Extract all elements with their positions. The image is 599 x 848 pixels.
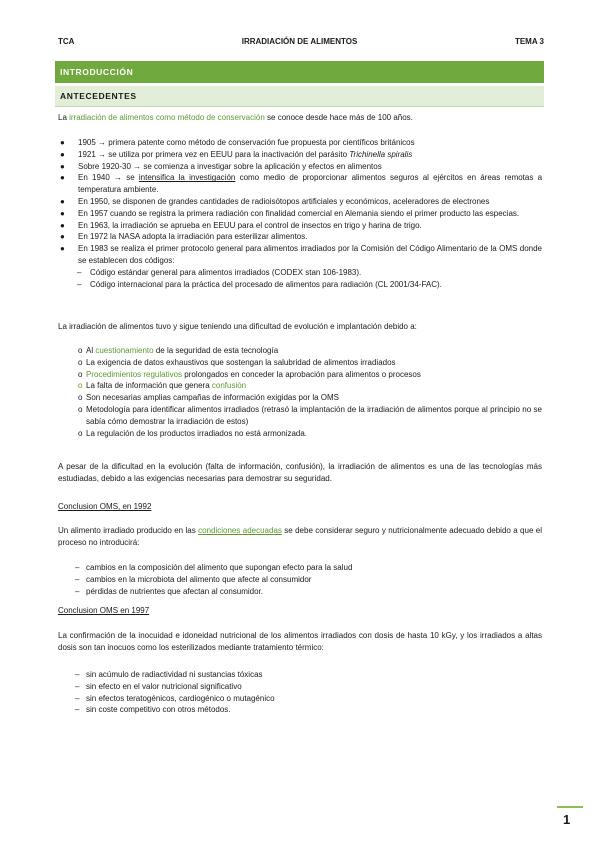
oms-1992-paragraph: Un alimento irradiado producido en las condiciones adecuadas se debe considerar seguro y nutricionalmente adecuado debido a que el proceso no introducirá:: [58, 526, 542, 547]
intro-highlight: irradiación de alimentos como método de conservación: [69, 113, 265, 122]
list-item: – sin efectos teratogénicos, cardiogénico o mutagénico: [75, 693, 275, 703]
list-item: o Al cuestionamiento de la seguridad de esta tecnología: [78, 346, 279, 355]
list-item: ● 1921 → se utiliza por primera vez en EEUU para la inactivación del parásito Trichinella spiralis: [60, 149, 413, 159]
oms-1997-paragraph: La confirmación de la inocuidad e idoneidad nutricional de los alimentos irradiados con dosis de hasta 10 kGy, y los irradiados a altas dosis son tan inocuos como los esterilizados mediante tratamiento térmico:: [58, 631, 542, 652]
list-item: ● En 1940 → se intensifica la investigación como medio de proporcionar alimentos seguros al ejércitos en áreas remotas a temperatura ambiente.: [60, 173, 543, 195]
list-item: ● En 1950, se disponen de grandes cantidades de radioisótopos artificiales y económicos, aceleradores de electrones: [60, 196, 490, 206]
list-item: o Metodología para identificar alimentos irradiados (retrasó la implantación de la irradiación de alimentos porque al principio no se sabía cómo demostrar la irradiación de estos): [78, 404, 542, 426]
list-item: – cambios en la composición del alimento que supongan efecto para la salud: [75, 563, 353, 572]
list-item: ● En 1963, la irradiación se aprueba en EEUU para el control de insectos en trigo y harina de trigo.: [60, 220, 422, 230]
list-item: – sin coste competitivo con otros métodos.: [75, 705, 231, 715]
page-header: [55, 37, 544, 51]
list-item: ● En 1957 cuando se registra la primera radiación con finalidad comercial en Alemania siendo el primer producto las especias.: [60, 208, 520, 218]
list-item: – sin efecto en el valor nutricional significativo: [75, 681, 242, 691]
list-item: o La exigencia de datos exhaustivos que sostengan la salubridad de alimentos irradiados: [78, 357, 396, 367]
list-item: – pérdidas de nutrientes que afectan al consumidor.: [75, 586, 264, 596]
list-item: o Procedimientos regulativos prolongados en conceder la aprobación para alimentos o procesos: [78, 369, 421, 379]
list-item: o La regulación de los productos irradiados no está armonizada.: [78, 428, 308, 438]
section-title: INTRODUCCIÓN: [60, 67, 134, 77]
difficulty-list: [58, 345, 542, 439]
intro-paragraph: La irradiación de alimentos como método de conservación se conoce desde hace más de 100 años.: [58, 113, 413, 122]
list-item: o La falta de información que genera confusión: [78, 381, 247, 391]
summary-paragraph: A pesar de la dificultad en la evolución (falta de información, confusión), la irradiación de alimentos es una de las tecnologías más estudiadas, debido a las exigencias necesarias para demostrar su seguridad.: [58, 462, 542, 483]
oms-1992-list: [58, 562, 542, 597]
list-item: – Código estándar general para alimentos irradiados (CODEX stan 106-1983).: [77, 267, 362, 277]
list-item: – Código internacional para la práctica del procesado de alimentos para radiación (CL 2001/34-FAC).: [77, 279, 442, 289]
footer-divider: [557, 806, 583, 808]
list-item: – cambios en la microbiota del alimento que afecte al consumidor: [75, 574, 312, 584]
header-topic: TEMA 3: [514, 37, 544, 46]
difficulty-intro: La irradiación de alimentos tuvo y sigue teniendo una dificultad de evolución e implantación debido a:: [58, 322, 417, 331]
timeline-list: [58, 137, 542, 290]
oms-1997-list: [58, 669, 542, 716]
oms-1997-heading: Conclusion OMS en 1997: [58, 606, 150, 615]
list-item: ● 1905 → primera patente como método de conservación fue propuesta por científicos británicos: [60, 138, 415, 147]
oms-1992-heading: Conclusion OMS, en 1992: [58, 502, 152, 511]
list-item: ● En 1983 se realiza el primer protocolo general para alimentos irradiados por la Comisión del Código Alimentario de la OMS donde se establecen dos códigos:: [60, 244, 542, 265]
list-item: – sin acúmulo de radiactividad ni sustancias tóxicas: [75, 670, 263, 679]
header-document-title: IRRADIACIÓN DE ALIMENTOS: [241, 37, 358, 46]
list-item: ● Sobre 1920-30 → se comienza a investigar sobre la aplicación y efectos en alimentos: [60, 161, 382, 171]
subsection-heading-bar: [55, 86, 544, 107]
page-number: 1: [563, 812, 571, 827]
list-item: o Son necesarias amplias campañas de información exigidas por la OMS: [78, 393, 340, 403]
list-item: ● En 1972 la NASA adopta la irradiación para esterilizar alimentos.: [60, 232, 308, 242]
oms-1992-highlight: condiciones adecuadas: [198, 526, 282, 535]
subsection-title: ANTECEDENTES: [60, 91, 137, 101]
header-course: TCA: [58, 37, 75, 46]
section-heading-bar: [55, 61, 544, 83]
